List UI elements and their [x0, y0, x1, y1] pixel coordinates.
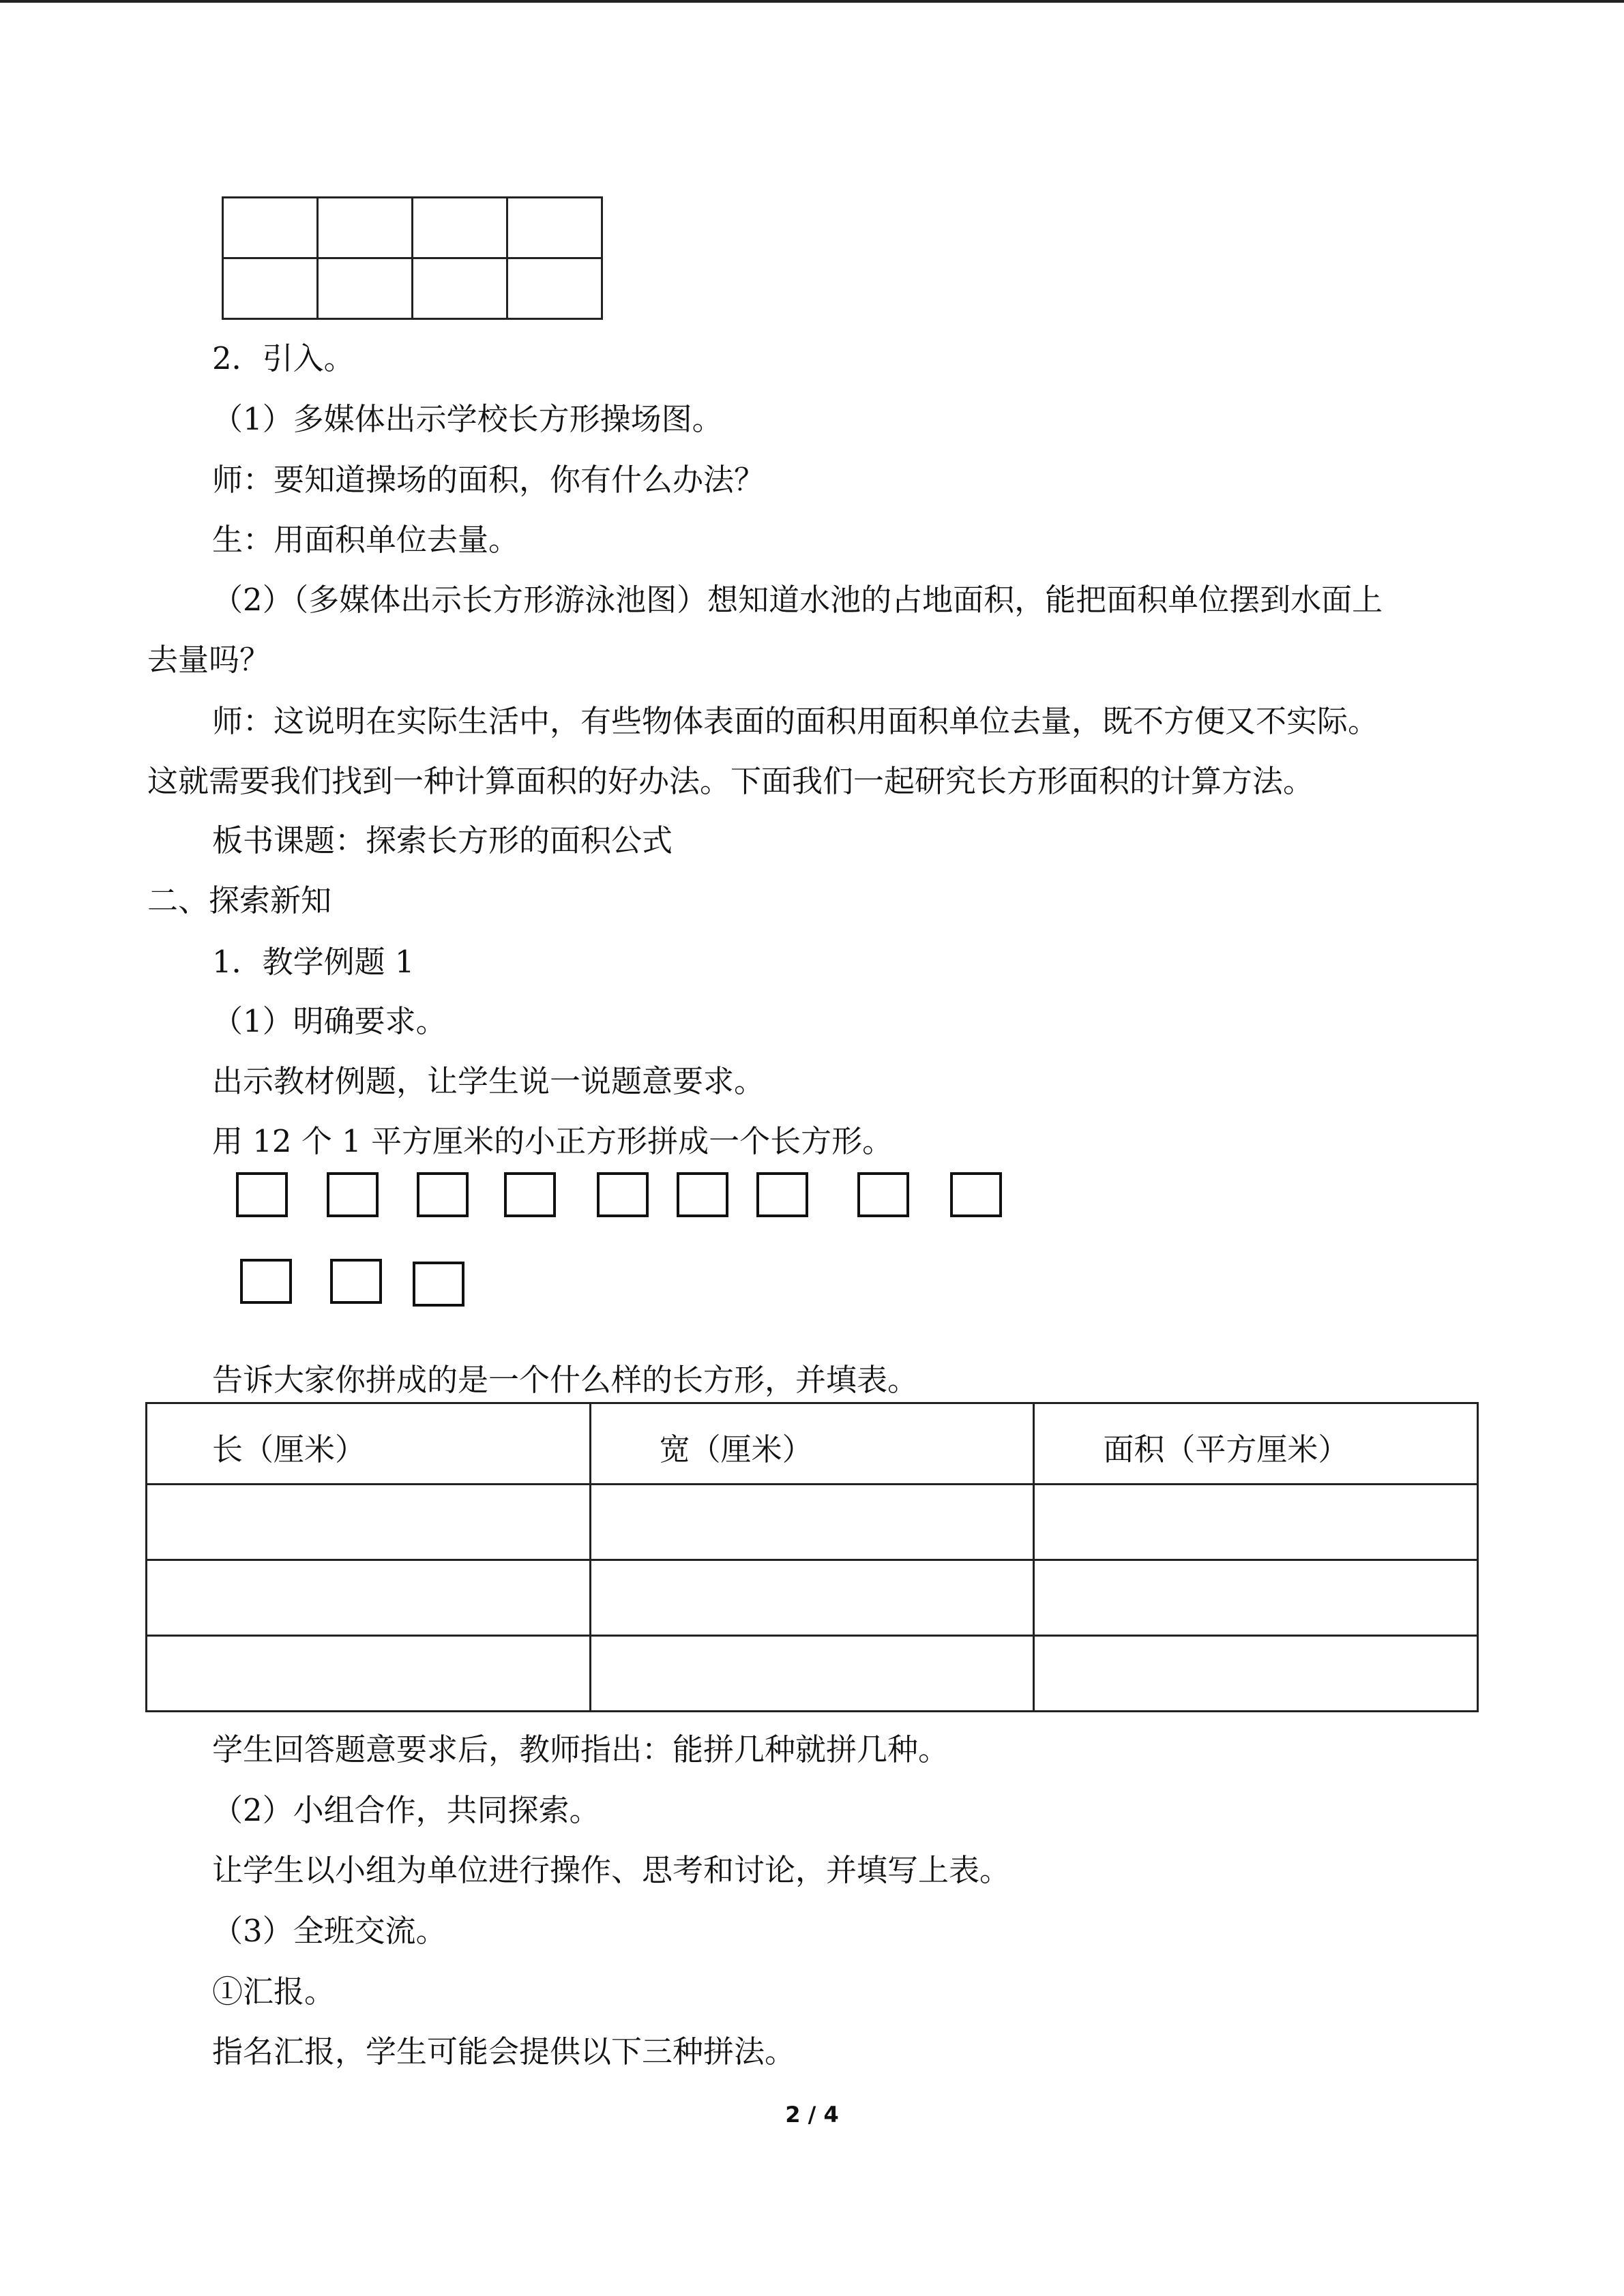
text-line: ①汇报。	[212, 1973, 336, 2010]
header-length: 长（厘米）	[147, 1403, 591, 1485]
text-line: 用 12 个 1 平方厘米的小正方形拼成一个长方形。	[212, 1123, 894, 1159]
table-cell[interactable]	[590, 1560, 1034, 1636]
text-line: 生：用面积单位去量。	[212, 522, 520, 558]
header-area: 面积（平方厘米）	[1034, 1403, 1478, 1485]
unit-square	[327, 1172, 379, 1217]
table-row	[147, 1636, 1478, 1712]
table-cell[interactable]	[147, 1636, 591, 1712]
grid-cell	[223, 198, 318, 258]
unit-square	[417, 1172, 469, 1217]
fill-in-table	[145, 1402, 1479, 1712]
grid-cell	[413, 258, 507, 319]
unit-square	[236, 1172, 288, 1217]
table-header-row	[147, 1403, 1478, 1485]
unit-square	[756, 1172, 808, 1217]
table-cell[interactable]	[1034, 1485, 1478, 1560]
unit-square	[240, 1259, 292, 1304]
text-line: 1．教学例题 1	[212, 944, 415, 980]
text-line: 告诉大家你拼成的是一个什么样的长方形，并填表。	[212, 1362, 919, 1398]
text-line: 让学生以小组为单位进行操作、思考和讨论，并填写上表。	[212, 1852, 1011, 1888]
unit-square	[504, 1172, 556, 1217]
text-line: （1）明确要求。	[212, 1003, 447, 1039]
unit-square	[677, 1172, 728, 1217]
grid-cell	[413, 198, 507, 258]
page-number: 2 / 4	[785, 2102, 839, 2128]
table-cell[interactable]	[590, 1485, 1034, 1560]
text-line: （3）全班交流。	[212, 1913, 447, 1949]
grid-cell	[318, 198, 413, 258]
table-row	[147, 1560, 1478, 1636]
table-cell[interactable]	[1034, 1636, 1478, 1712]
table-cell[interactable]	[590, 1636, 1034, 1712]
grid-cell	[507, 258, 602, 319]
page-top-border	[0, 0, 1624, 3]
unit-square	[330, 1259, 382, 1304]
table-row	[147, 1485, 1478, 1560]
text-line: 学生回答题意要求后，教师指出：能拼几种就拼几种。	[212, 1731, 949, 1768]
text-line: 这就需要我们找到一种计算面积的好办法。下面我们一起研究长方形面积的计算方法。	[147, 763, 1314, 799]
table-cell[interactable]	[147, 1560, 591, 1636]
grid-cell	[507, 198, 602, 258]
grid-cell	[223, 258, 318, 319]
text-line: 去量吗？	[147, 642, 271, 678]
unit-square	[597, 1172, 649, 1217]
unit-square	[413, 1262, 464, 1307]
header-width: 宽（厘米）	[590, 1403, 1034, 1485]
text-line: 师：要知道操场的面积，你有什么办法？	[212, 462, 765, 498]
empty-grid-2x4	[222, 196, 603, 320]
text-line: 板书课题：探索长方形的面积公式	[212, 822, 673, 859]
unit-square	[857, 1172, 909, 1217]
text-line: 出示教材例题，让学生说一说题意要求。	[212, 1063, 765, 1099]
text-line: 指名汇报，学生可能会提供以下三种拼法。	[212, 2033, 796, 2070]
table-cell[interactable]	[1034, 1560, 1478, 1636]
text-line: （1）多媒体出示学校长方形操场图。	[212, 401, 723, 437]
text-line: （2）（多媒体出示长方形游泳池图）想知道水池的占地面积，能把面积单位摆到水面上	[212, 582, 1383, 618]
text-line: （2）小组合作，共同探索。	[212, 1792, 600, 1828]
section-heading: 二、探索新知	[147, 882, 332, 919]
text-line: 2．引入。	[212, 340, 355, 376]
unit-square	[950, 1172, 1002, 1217]
grid-cell	[318, 258, 413, 319]
text-line: 师：这说明在实际生活中，有些物体表面的面积用面积单位去量，既不方便又不实际。	[212, 703, 1379, 739]
table-cell[interactable]	[147, 1485, 591, 1560]
